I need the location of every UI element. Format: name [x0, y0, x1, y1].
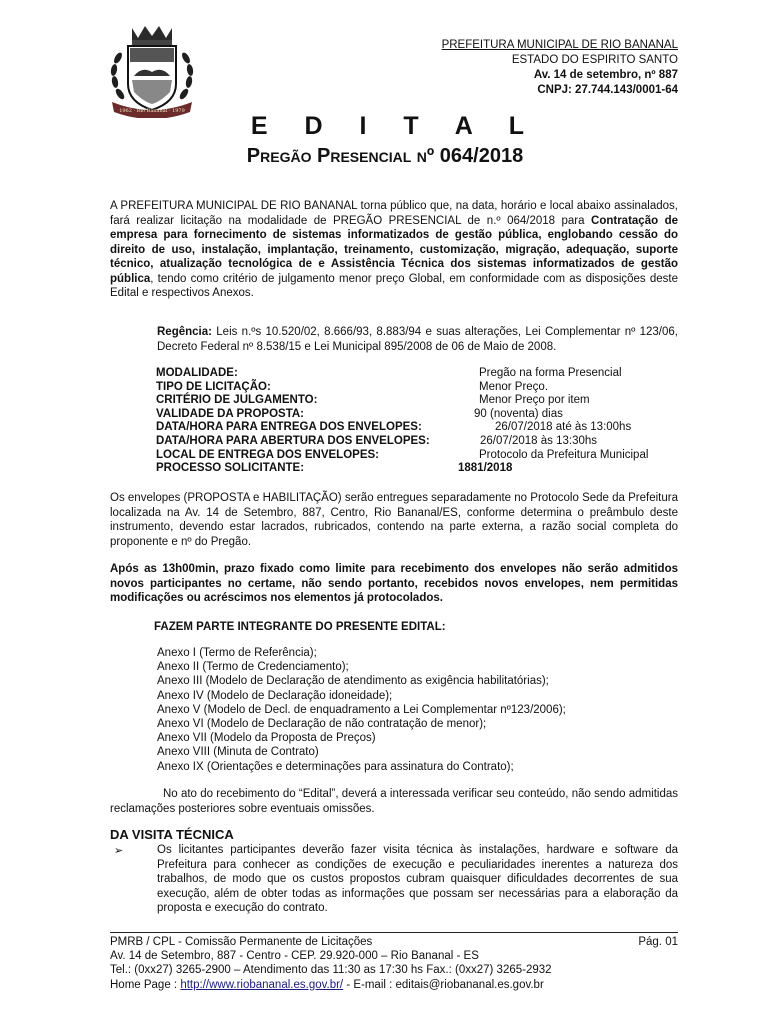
coat-of-arms-logo: [104, 22, 200, 118]
detail-value: 26/07/2018 às 13:30hs: [480, 434, 598, 447]
detail-row: [156, 367, 676, 381]
intro-paragraph: [110, 199, 678, 301]
detail-value: 26/07/2018 até às 13:00hs: [495, 421, 632, 434]
annex-item: Anexo IX (Orientações e determinações para assinatura do Contrato);: [157, 760, 514, 773]
bid-details: [156, 367, 676, 476]
detail-label: TIPO DE LICITAÇÃO:: [156, 380, 271, 393]
document-title: E D I T A L: [250, 112, 540, 140]
detail-value: Protocolo da Prefeitura Municipal: [479, 448, 649, 461]
section-heading-visita: DA VISITA TÉCNICA: [110, 827, 234, 842]
detail-label: VALIDADE DA PROPOSTA:: [156, 407, 305, 420]
page-number: Pág. 01: [638, 936, 678, 948]
intro-text-start: A PREFEITURA MUNICIPAL DE RIO BANANAL torna público que, na data, horário e local abaixo assinalados, fará realizar licitação na modalidade de PREGÃO PRESENCIAL de n.º 064/2018 para: [110, 200, 678, 227]
detail-value: 90 (noventa) dias: [474, 407, 563, 420]
detail-row: [156, 408, 676, 422]
annex-item: Anexo II (Termo de Credenciamento);: [157, 661, 349, 674]
detail-label: DATA/HORA PARA ENTREGA DOS ENVELOPES:: [156, 421, 422, 434]
letterhead: [442, 38, 678, 98]
visita-paragraph: Os licitantes participantes deverão fazer visita técnica às instalações, hardware e software da Prefeitura para conhecer as condições de execução e peculiaridades inerentes a natureza dos trabalhos, de modo que os custos propostos cubram quaisquer dificuldades decorrentes de sua execução, além de obter todas as informações que possam ser necessárias para a elaboração da proposta e execução do contrato.: [157, 844, 678, 915]
detail-label: CRITÉRIO DE JULGAMENTO:: [156, 394, 318, 407]
letterhead-cnpj: CNPJ: 27.744.143/0001-64: [537, 84, 678, 96]
detail-value: Pregão na forma Presencial: [479, 367, 622, 379]
letterhead-address: Av. 14 de setembro, nº 887: [533, 69, 678, 81]
regencia-text: Leis n.ºs 10.520/02, 8.666/93, 8.883/94 e suas alterações, Lei Complementar nº 123/06, Decreto Federal nº 8.538/15 e Lei Municipal 895/2008 de 06 de Maio de 2008.: [157, 326, 678, 353]
regencia-paragraph: [157, 325, 678, 354]
annexes-heading: FAZEM PARTE INTEGRANTE DO PRESENTE EDITAL:: [154, 621, 446, 633]
envelopes-paragraph: Os envelopes (PROPOSTA e HABILITAÇÃO) serão entregues separadamente no Protocolo Sede da Prefeitura localizada na Av. 14 de Setembro, 887, Centro, Rio Bananal/ES, conforme determina o preâmbulo deste instrumento, devendo estar lacrados, rubricados, contendo na parte externa, a razão social completa do proponente e nº do Pregão.: [110, 492, 678, 548]
detail-label: MODALIDADE:: [156, 367, 238, 379]
intro-object: Contratação de empresa para fornecimento de sistemas informatizados de gestão pública, englobando cessão do direito de uso, instalação, implantação, treinamento, customização, migração, adequação, suporte técnico, atualização tecnológica de e Assistência Técnica dos sistemas informatizados de gestão pública: [110, 214, 679, 285]
detail-label: DATA/HORA PARA ABERTURA DOS ENVELOPES:: [156, 434, 430, 447]
detail-label: PROCESSO SOLICITANTE:: [156, 462, 305, 475]
page-footer: [110, 932, 678, 992]
footer-address: Av. 14 de Setembro, 887 - Centro - CEP. 29.920-000 – Rio Bananal - ES: [110, 950, 479, 963]
intro-text-end: , tendo como critério de julgamento menor preço Global, em conformidade com as disposições deste Edital e respectivos Anexos.: [110, 272, 678, 299]
annex-item: Anexo IV (Modelo de Declaração idoneidade);: [157, 689, 393, 702]
annex-item: Anexo VII (Modelo da Proposta de Preços): [157, 732, 376, 745]
detail-value: Menor Preço por item: [479, 394, 590, 407]
detail-row: [156, 449, 676, 463]
annex-item: Anexo VIII (Minuta de Contrato): [157, 746, 319, 759]
footer-email: - E-mail : editais@riobananal.es.gov.br: [343, 978, 544, 991]
svg-text:1962 · Rio Bananal · 1979: 1962 · Rio Bananal · 1979: [119, 108, 185, 114]
footer-phones: Tel.: (0xx27) 3265-2900 – Atendimento das 11:30 as 17:30 hs Fax.: (0xx27) 3265-2932: [110, 964, 552, 977]
detail-value: 1881/2018: [458, 462, 513, 475]
letterhead-estado: ESTADO DO ESPIRITO SANTO: [511, 54, 678, 66]
footer-home-label: Home Page :: [110, 978, 181, 991]
footer-commission: PMRB / CPL - Comissão Permanente de Licitações: [110, 936, 373, 948]
detail-value: Menor Preço.: [479, 380, 549, 393]
annex-item: Anexo I (Termo de Referência);: [157, 647, 317, 659]
receipt-paragraph: No ato do recebimento do “Edital”, deverá a interessada verificar seu conteúdo, não sendo admitidas reclamações posteriores sobre eventuais omissões.: [110, 788, 678, 815]
detail-row: [156, 421, 676, 435]
footer-contacts: [110, 978, 678, 992]
detail-row: [156, 435, 676, 449]
annex-item: Anexo V (Modelo de Decl. de enquadramento a Lei Complementar nº123/2006);: [157, 703, 566, 716]
detail-row: [156, 462, 676, 476]
regencia-label: Regência:: [157, 326, 212, 338]
annex-item: Anexo III (Modelo de Declaração de atendimento as exigência habilitatórias);: [157, 675, 549, 688]
annex-item: Anexo VI (Modelo de Declaração de não contratação de menor);: [157, 718, 487, 731]
detail-row: [156, 381, 676, 395]
document-subtitle: Pregão Presencial nº 064/2018: [246, 145, 524, 167]
letterhead-prefeitura: PREFEITURA MUNICIPAL DE RIO BANANAL: [441, 39, 678, 51]
detail-row: [156, 394, 676, 408]
homepage-link[interactable]: http://www.riobananal.es.gov.br/: [180, 978, 344, 991]
detail-label: LOCAL DE ENTREGA DOS ENVELOPES:: [156, 448, 379, 461]
arrow-bullet-icon: ➢: [114, 845, 124, 857]
deadline-paragraph: Após as 13h00min, prazo fixado como limite para recebimento dos envelopes não serão admitidos novos participantes no certame, não sendo portanto, recebidos novos envelopes, nem permitidas modificações ou acréscimos nos elementos já protocolados.: [110, 563, 678, 604]
annexes-list: [157, 646, 677, 774]
